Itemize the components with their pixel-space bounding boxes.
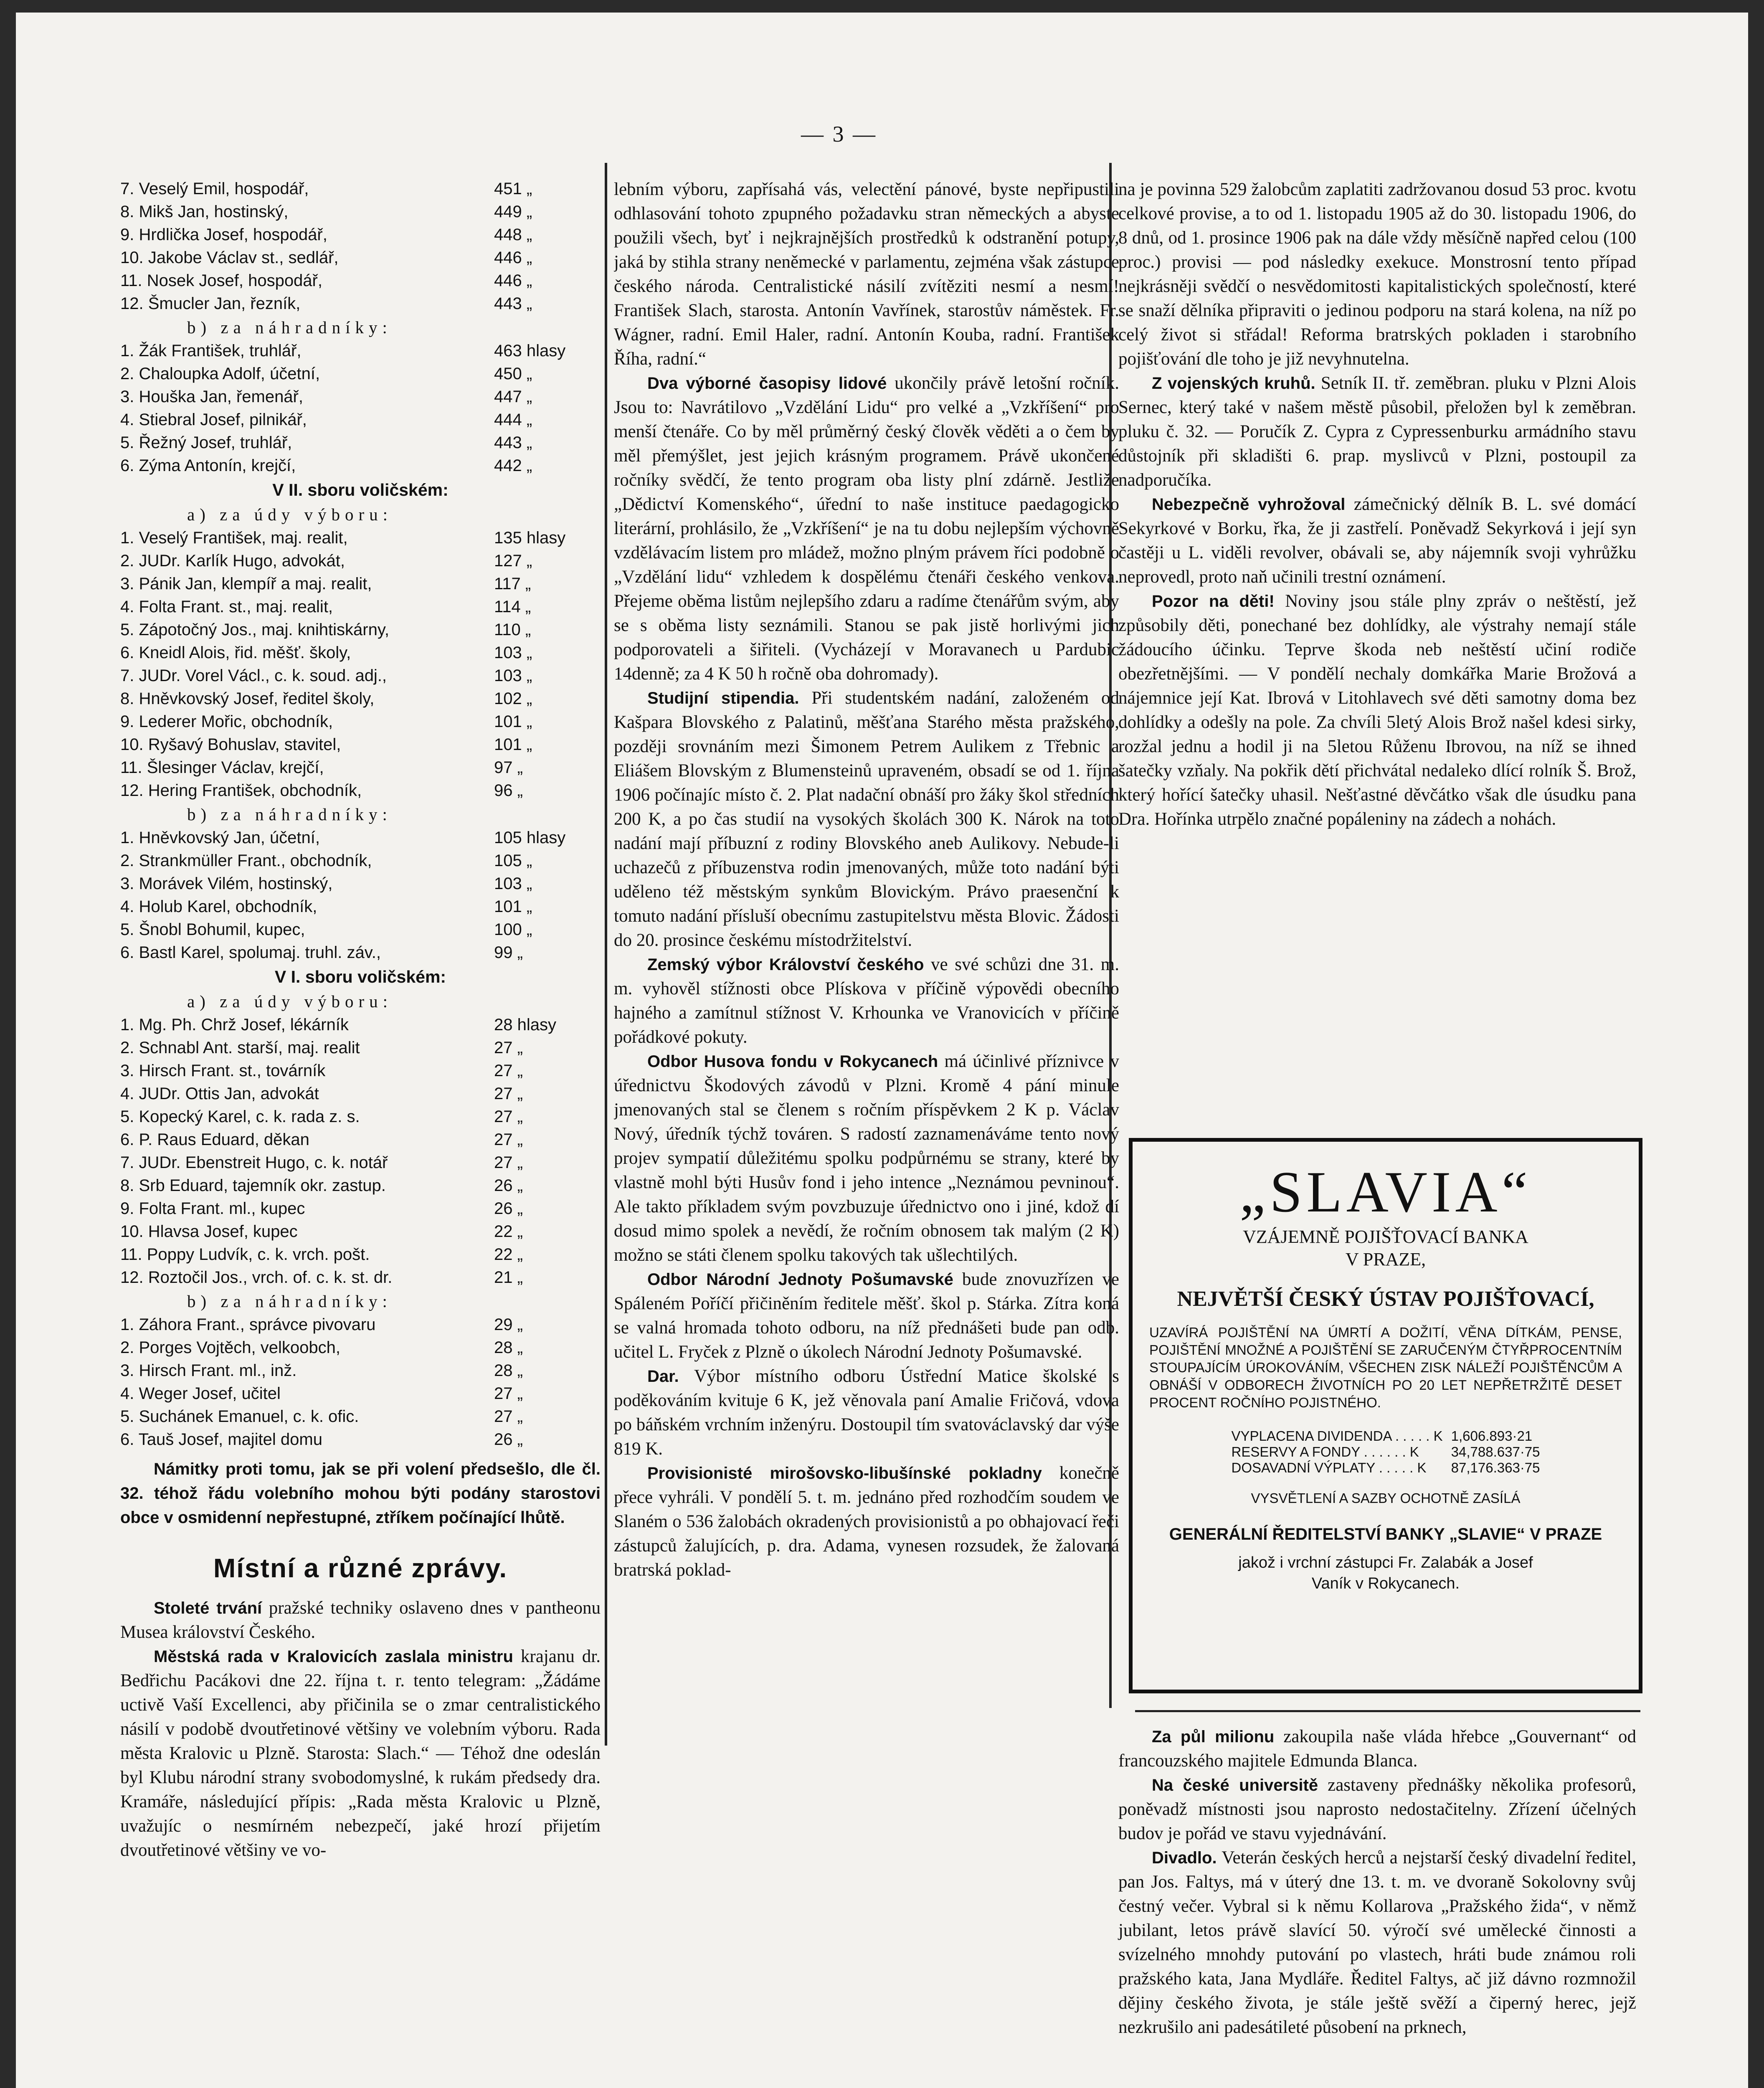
candidate-votes: 103 „ xyxy=(494,874,532,893)
list-item xyxy=(120,872,601,895)
list-item xyxy=(120,1105,601,1128)
candidate-votes: 27 „ xyxy=(494,1384,523,1403)
candidate-name: 8. Srb Eduard, tajemník okr. zastup. xyxy=(120,1176,386,1195)
list-item xyxy=(120,664,601,687)
candidate-name: 7. JUDr. Vorel Václ., c. k. soud. adj., xyxy=(120,666,387,685)
list-item xyxy=(120,1405,601,1428)
election-list-top xyxy=(120,177,601,315)
ad-figure-label: RESERVY A FONDY . . . . . . K xyxy=(1231,1444,1419,1460)
ad-line: VZÁJEMNĚ POJIŠŤOVACÍ BANKA xyxy=(1243,1226,1528,1247)
paragraph: Pozor na děti! Noviny jsou stále plny zpráv o neštěstí, jež způsobily děti, ponechané bez dohlídky, ale výstrahy nemají stále žádoucího účinku. Teprve škoda neb neštěstí učiní rodiče obezřetnějšími. — V pondělí nechaly domkářka Marie Brožová a nájemnice její Kat. Ibrová v Litohlavech své děti samotny doma bez dohlídky a odešly na pole. Za chvíli 5letý Alois Brož našel kdesi sirky, rozžal jednu a hodil ji na 5letou Růženu Ibrovou, na níž se ihned šatečky vzňaly. Na pokřik dětí přichvátal nedaleko dlící rolník Š. Brož, který hořící šatečky uhasil. Nešťastné děvčátko však dle úsudku pana Dra. Hořínka utrpělo značné popáleniny na zádech a nohách. xyxy=(1118,591,1636,829)
candidate-name: 7. Veselý Emil, hospodář, xyxy=(120,180,309,198)
ad-body: UZAVÍRÁ POJIŠTĚNÍ NA ÚMRTÍ A DOŽITÍ, VĚNA DÍTKÁM, PENSE, POJIŠTĚNÍ MNOŽNÉ A POJIŠTĚNÍ SE ZARUČENÝM ČTYŘPROCENTNÍM STOUPAJÍCÍM ÚROKOVÁNÍM, VŠECHEN ZISK NÁLEŽÍ POJIŠTĚNCŮM A OBNÁŠÍ V ODBORECH ŽIVOTNÍCH PO 20 LET NEPŘETRŽITĚ DESET PROCENT ROČNÍHO POJISTNÉHO. xyxy=(1149,1325,1622,1410)
election-list-substitutes-3 xyxy=(120,340,601,477)
list-item xyxy=(120,223,601,246)
candidate-votes: 447 „ xyxy=(494,388,532,406)
list-item xyxy=(120,849,601,872)
ad-figure-value: 1,606.893·21 xyxy=(1451,1428,1533,1444)
election-list-1b xyxy=(120,1313,601,1451)
candidate-votes: 105 „ xyxy=(494,851,532,870)
candidate-votes: 96 „ xyxy=(494,781,523,800)
candidate-name: 5. Suchánek Emanuel, c. k. ofic. xyxy=(120,1407,359,1426)
subheading: a) za údy výboru: xyxy=(187,992,393,1011)
candidate-votes: 101 „ xyxy=(494,712,532,731)
candidate-votes: 103 „ xyxy=(494,666,532,685)
candidate-name: 1. Žák František, truhlář, xyxy=(120,342,302,360)
list-item xyxy=(120,941,601,964)
candidate-name: 4. Folta Frant. st., maj. realit, xyxy=(120,598,333,616)
list-item xyxy=(120,895,601,918)
list-item xyxy=(120,1197,601,1220)
paragraph: Zemský výbor Království českého ve své schůzi dne 31. m. m. vyhověl stížnosti obce Plískova v příčině výpovědi obecního hajného a zamítnul stížnost V. Krhounka ve Vranovicích v příčině pořádkové pokuty. xyxy=(614,955,1119,1047)
candidate-votes: 114 „ xyxy=(494,598,531,616)
candidate-votes: 21 „ xyxy=(494,1268,523,1287)
candidate-votes: 443 „ xyxy=(494,433,532,452)
list-item xyxy=(120,408,601,431)
subheading: b) za náhradníky: xyxy=(187,318,392,337)
candidate-votes: 26 „ xyxy=(494,1430,523,1449)
section-heading: V II. sboru voličském: xyxy=(272,480,449,499)
candidate-votes: 110 „ xyxy=(494,621,531,639)
paragraph: Dva výborné časopisy lidové ukončily právě letošní ročník. Jsou to: Navrátilovo „Vzdělání Lidu“ pro velké a „Vzkříšení“ pro menší čtenáře. Co by měl průměrný český člověk věděti a o čem by měl přemýšlet, jest jejich krásným programem. Právě ukončené ročníky svědčí, že tento program oba listy plní zdárně. Jestliže „Dědictví Komenského“, úřední to naše instituce paedagogicko literární, prohlásilo, že „Vzkříšení“ je na tu dobu nejlepším výchovně vzdělávacím listem pro mládež, možno plným právem říci podobně o „Vzdělání lidu“ vzhledem k dospělému čtenáři českého venkova. Přejeme oběma listům nejlepšího zdaru a radíme čtenářům svým, aby se s oběma listy seznámili. Stanou se pak jistě horlivými jich podporovateli a šiřiteli. (Vycházejí v Moravanech u Pardubic 14denně; za 4 K 50 h ročně oba dohromady). xyxy=(614,373,1119,684)
candidate-votes: 27 „ xyxy=(494,1062,523,1080)
candidate-name: 6. Bastl Karel, spolumaj. truhl. záv., xyxy=(120,943,381,962)
candidate-votes: 463 hlasy xyxy=(494,342,566,360)
candidate-name: 2. Porges Vojtěch, velkoobch, xyxy=(120,1338,340,1357)
candidate-votes: 451 „ xyxy=(494,180,532,198)
candidate-name: 1. Veselý František, maj. realit, xyxy=(120,529,348,547)
ad-line: V PRAZE, xyxy=(1345,1249,1426,1270)
candidate-name: 8. Mikš Jan, hostinský, xyxy=(120,203,289,221)
list-item xyxy=(120,200,601,223)
list-item xyxy=(120,177,601,200)
list-item xyxy=(120,595,601,618)
candidate-votes: 444 „ xyxy=(494,411,532,429)
candidate-name: 6. P. Raus Eduard, děkan xyxy=(120,1130,309,1149)
candidate-votes: 22 „ xyxy=(494,1222,523,1241)
subheading: a) za údy výboru: xyxy=(187,505,393,524)
candidate-votes: 127 „ xyxy=(494,552,532,570)
candidate-name: 2. Schnabl Ant. starší, maj. realit xyxy=(120,1039,360,1057)
list-item xyxy=(120,826,601,849)
list-item xyxy=(120,1220,601,1243)
list-item xyxy=(120,1174,601,1197)
ad-figure-value: 34,788.637·75 xyxy=(1451,1444,1540,1460)
page-number: — 3 — xyxy=(801,122,877,147)
candidate-name: 10. Ryšavý Bohuslav, stavitel, xyxy=(120,735,341,754)
candidate-name: 3. Hirsch Frant. st., továrník xyxy=(120,1062,326,1080)
candidate-votes: 97 „ xyxy=(494,758,523,777)
paragraph: Nebezpečně vyhrožoval zámečnický dělník B. L. své domácí Sekyrkové v Borku, řka, že ji zastřelí. Poněvadž Sekyrková i její syn častěji u L. viděli revolver, obávali se, aby nájemník svoji vyhrůžku neprovedl, proto naň učinili trestní oznámení. xyxy=(1118,494,1636,587)
section-title: Místní a různé zprávy. xyxy=(213,1553,508,1583)
subheading: b) za náhradníky: xyxy=(187,1292,392,1311)
subheading: b) za náhradníky: xyxy=(187,805,392,824)
candidate-votes: 450 „ xyxy=(494,365,532,383)
list-item xyxy=(120,454,601,477)
paragraph: Na české universitě zastaveny přednášky několika profesorů, poněvadž místnosti jsou naprosto nedostačitelny. Zřízení účelných budov je pořád ve stavu vyjednávání. xyxy=(1118,1775,1636,1843)
candidate-votes: 27 „ xyxy=(494,1130,523,1149)
list-item xyxy=(120,1382,601,1405)
paragraph: Městská rada v Kralovicích zaslala ministru krajanu dr. Bedřichu Pacákovi dne 22. října t. r. tento telegram: „Žádáme uctivě Vaší Excellenci, aby přičinila se o zmar centralistického násilí v podobě dvoutřetinové většiny ve volebním výboru. Rada města Kralovic u Plzně. Starosta: Slach.“ — Téhož dne odeslán byl Klubu národní strany svobodomyslné, k rukám předsedy dra. Kramáře, následující přípis: „Rada města Kralovic u Plzně, uvažujíc o nesmírném nebezpečí, jaké hrozí přijetím dvoutřetinové většiny ve vo- xyxy=(120,1647,601,1860)
candidate-votes: 442 „ xyxy=(494,456,532,475)
paragraph: lebním výboru, zapřísahá vás, velectění pánové, byste nepřipustili odhlasování tohoto zpupného požadavku stran německých a abyste použili všech, byť i nejkrajnějších prostředků k odstranění potupy, jaká by stihla strany neněmecké v parlamentu, zejména však zástupce českého národa. Centralistické násilí zvítěziti nesmí a nesmí! František Slach, starosta. Antonín Vavřínek, starostův náměstek. Fr. Wágner, radní. Emil Haler, radní. Antonín Kouba, radní. František Říha, radní.“ xyxy=(614,180,1119,369)
list-item xyxy=(120,1243,601,1266)
list-item xyxy=(120,1266,601,1289)
candidate-name: 4. Stiebral Josef, pilnikář, xyxy=(120,411,307,429)
candidate-votes: 29 „ xyxy=(494,1315,523,1334)
ad-figure-value: 87,176.363·75 xyxy=(1451,1460,1540,1475)
election-list-2b xyxy=(120,826,601,964)
list-item xyxy=(120,779,601,802)
candidate-name: 2. JUDr. Karlík Hugo, advokát, xyxy=(120,552,345,570)
candidate-name: 10. Jakobe Václav st., sedlář, xyxy=(120,248,339,267)
candidate-name: 3. Pánik Jan, klempíř a maj. realit, xyxy=(120,575,372,593)
list-item xyxy=(120,733,601,756)
candidate-name: 5. Kopecký Karel, c. k. rada z. s. xyxy=(120,1107,360,1126)
candidate-votes: 22 „ xyxy=(494,1245,523,1264)
list-item xyxy=(120,527,601,550)
candidate-votes: 28 „ xyxy=(494,1338,523,1357)
paragraph: Divadlo. Veterán českých herců a nejstarší český divadelní ředitel, pan Jos. Faltys, má v úterý dne 13. t. m. ve dvoraně Sokolovny svůj čestný večer. Vybral si k němu Kollarova „Pražského žida“, v němž jubilant, letos právě slavící 50. výročí své umělecké činnosti a svízelného mnohdy putování po vlastech, hráti bude známou roli pražského kata, Jana Mydláře. Ředitel Faltys, ač již dávno rozmnožil dějiny českého života, je stále ještě svěží a čiperný herec, jejž nezkrušilo ani padesátileté působení na prknech, xyxy=(1118,1848,1636,2037)
candidate-name: 12. Hering František, obchodník, xyxy=(120,781,362,800)
list-item xyxy=(120,1151,601,1174)
list-item xyxy=(120,1082,601,1105)
candidate-name: 6. Kneidl Alois, řid. měšť. školy, xyxy=(120,644,351,662)
candidate-name: 9. Folta Frant. ml., kupec xyxy=(120,1199,305,1218)
list-item xyxy=(120,246,601,269)
list-item xyxy=(120,1128,601,1151)
candidate-votes: 448 „ xyxy=(494,226,532,244)
candidate-votes: 27 „ xyxy=(494,1153,523,1172)
candidate-name: 5. Zápotočný Jos., maj. knihtiskárny, xyxy=(120,621,389,639)
column-3-bottom xyxy=(1118,1725,1636,2040)
candidate-votes: 26 „ xyxy=(494,1199,523,1218)
candidate-name: 6. Zýma Antonín, krejčí, xyxy=(120,456,296,475)
ad-line: jakož i vrchní zástupci Fr. Zalabák a Josef xyxy=(1238,1554,1533,1571)
candidate-votes: 103 „ xyxy=(494,644,532,662)
ad-company: GENERÁLNÍ ŘEDITELSTVÍ BANKY „SLAVIE“ V PRAZE xyxy=(1169,1525,1602,1543)
candidate-votes: 117 „ xyxy=(494,575,531,593)
paragraph: Odbor Národní Jednoty Pošumavské bude znovuzřízen ve Spáleném Poříčí přičiněním ředitele měšť. škol p. Stárka. Zítra koná se valná hromada tohoto odboru, na níž přednášeti bude pan odb. učitel L. Fryček z Plzně o úkolech Národní Jednoty Pošumavské. xyxy=(614,1270,1119,1362)
candidate-votes: 27 „ xyxy=(494,1107,523,1126)
candidate-name: 1. Mg. Ph. Chrž Josef, lékárník xyxy=(120,1016,349,1034)
candidate-name: 10. Hlavsa Josef, kupec xyxy=(120,1222,298,1241)
list-item xyxy=(120,1313,601,1336)
candidate-votes: 26 „ xyxy=(494,1176,523,1195)
candidate-name: 5. Řežný Josef, truhlář, xyxy=(120,433,292,452)
candidate-votes: 100 „ xyxy=(494,920,532,939)
paragraph: Z vojenských kruhů. Setník II. tř. zeměbran. pluku v Plzni Alois Sernec, který také v našem městě působil, přeložen byl k zeměbran. pluku č. 32. — Poručík Z. Cypra z Cypressenburku armádního stavu důstojník při skladišti 6. prap. myslivců v Plzni, postoupil za nadporučíka. xyxy=(1118,373,1636,490)
section-heading: V I. sboru voličském: xyxy=(274,967,446,986)
ad-figures xyxy=(1227,1428,1544,1476)
ad-figure-label: VYPLACENA DIVIDENDA . . . . . K xyxy=(1231,1428,1443,1444)
candidate-name: 2. Strankmüller Frant., obchodník, xyxy=(120,851,372,870)
list-item xyxy=(120,269,601,292)
candidate-name: 4. Weger Josef, učitel xyxy=(120,1384,281,1403)
list-item xyxy=(120,292,601,315)
list-item xyxy=(120,756,601,779)
candidate-votes: 27 „ xyxy=(494,1039,523,1057)
candidate-name: 4. Holub Karel, obchodník, xyxy=(120,897,317,916)
paragraph: Za půl milionu zakoupila naše vláda hřebce „Gouvernant“ od francouzského majitele Edmunda Blanca. xyxy=(1118,1727,1636,1771)
list-item xyxy=(120,550,601,573)
candidate-name: 2. Chaloupka Adolf, účetní, xyxy=(120,365,320,383)
list-item xyxy=(120,340,601,362)
list-item xyxy=(120,1014,601,1036)
candidate-votes: 101 „ xyxy=(494,735,532,754)
ad-line: Vaník v Rokycanech. xyxy=(1311,1575,1460,1592)
candidate-name: 6. Tauš Josef, majitel domu xyxy=(120,1430,322,1449)
candidate-name: 3. Houška Jan, řemenář, xyxy=(120,388,303,406)
candidate-votes: 99 „ xyxy=(494,943,523,962)
paragraph: Stoleté trvání pražské techniky oslaveno dnes v pantheonu Musea království Českého. xyxy=(120,1598,601,1642)
slavia-advertisement xyxy=(1129,1138,1642,1693)
list-item xyxy=(120,618,601,641)
paragraph: Dar. Výbor místního odboru Ústřední Matice školské s poděkováním kvituje 6 K, jež věnovala paní Amalie Fričová, vdova po báňském vrchním inženýru. Dostoupil tím svatováclavský dar výše 819 K. xyxy=(614,1366,1119,1459)
ad-figure-label: DOSAVADNÍ VÝPLATY . . . . . K xyxy=(1231,1460,1427,1475)
column-3 xyxy=(1118,177,1636,831)
candidate-votes: 102 „ xyxy=(494,689,532,708)
candidate-votes: 28 „ xyxy=(494,1361,523,1380)
candidate-name: 3. Hirsch Frant. ml., inž. xyxy=(120,1361,297,1380)
paragraph: Studijní stipendia. Při studentském nadání, založeném od Kašpara Blovského z Palatinů, měšťana Starého města pražského, později srovnáním mezi Šimonem Petrem Aulikem z Třebnic a Eliášem Blovským z Blumensteinů upraveném, obsadí se od 1. října 1906 počínajíc místo č. 2. Plat nadační obnáší pro žáky škol středních 200 K, a po čas studií na vysokých školách 300 K. Nárok na toto nadání mají příbuzní z rodiny Blovského aneb Aulikovy. Nebude-li uchazečů z příbuzenstva rodin jmenovaných, může toto nadání býti uděleno též městským synkům Blovickým. Právo praesenční k tomuto nadání přísluší obecnímu zastupitelstvu města Blovic. Žádosti do 20. prosince českému místodržitelství. xyxy=(614,688,1119,950)
list-item xyxy=(120,1036,601,1059)
candidate-name: 9. Lederer Mořic, obchodník, xyxy=(120,712,333,731)
list-item xyxy=(120,1428,601,1451)
election-list-2a xyxy=(120,527,601,802)
list-item xyxy=(120,641,601,664)
ad-line: VYSVĚTLENÍ A SAZBY OCHOTNĚ ZASÍLÁ xyxy=(1251,1490,1521,1506)
list-item xyxy=(120,918,601,941)
paragraph: Odbor Husova fondu v Rokycanech má účinlivé příznivce v úřednictvu Škodových závodů v Plzni. Kromě 4 pání minule jmenovaných stal se členem s ročním příspěvkem 2 K p. Václav Nový, úředník týchž továren. S radostí zaznamenáváme tento nový projev sympatií důležitému spolku podpůrnému se strany, které by vlastně mohl býti Husův fond i jeho intence „Neznámou pevninou“. Ale takto příkladem svým povzbuzuje úřednictvo ono i jiné, kdož dí dosud mimo spolek a nevědí, že ročním obnosem tak malým (2 K) možno se státi členem spolku takových tak ušlechtilých. xyxy=(614,1052,1119,1265)
candidate-name: 7. JUDr. Ebenstreit Hugo, c. k. notář xyxy=(120,1153,388,1172)
candidate-name: 11. Šlesinger Václav, krejčí, xyxy=(120,758,324,777)
ad-figure-row xyxy=(1227,1428,1544,1444)
column-1 xyxy=(120,177,601,1862)
candidate-name: 3. Morávek Vilém, hostinský, xyxy=(120,874,333,893)
candidate-name: 12. Šmucler Jan, řezník, xyxy=(120,294,301,313)
ad-logo: „SLAVIA“ xyxy=(1239,1160,1532,1224)
candidate-name: 11. Poppy Ludvík, c. k. vrch. pošt. xyxy=(120,1245,370,1264)
paragraph: na je povinna 529 žalobcům zaplatiti zadržovanou dosud 53 proc. kvotu celkové provise, a to od 1. listopadu 1905 až do 30. listopadu 1906, do 8 dnů, od 1. prosince 1906 pak na dále vždy měsíčně napřed celou (100 proc.) provisi — pod následky exekuce. Monstrosní tento případ nejkrásněji svědčí o nesvědomitosti kapitalistických společností, které se snaží dělníka připraviti o jedinou podporu na stará kolena, na níž po celý život si střádal! Reforma bratrských pokladen i starobního pojišťování dle toho je již nevyhnutelna. xyxy=(1118,180,1636,369)
list-item xyxy=(120,710,601,733)
list-item xyxy=(120,431,601,454)
candidate-votes: 101 „ xyxy=(494,897,532,916)
candidate-name: 1. Hněvkovský Jan, účetní, xyxy=(120,829,320,847)
candidate-name: 12. Roztočil Jos., vrch. of. c. k. st. dr. xyxy=(120,1268,393,1287)
list-item xyxy=(120,362,601,385)
candidate-name: 5. Šnobl Bohumil, kupec, xyxy=(120,920,305,939)
candidate-name: 1. Záhora Frant., správce pivovaru xyxy=(120,1315,376,1334)
candidate-name: 11. Nosek Josef, hospodář, xyxy=(120,271,322,290)
candidate-name: 8. Hněvkovský Josef, ředitel školy, xyxy=(120,689,375,708)
candidate-votes: 449 „ xyxy=(494,203,532,221)
paragraph-namitky: Námitky proti tomu, jak se při volení předsešlo, dle čl. 32. téhož řádu volebního mohou býti podány starostovi obce v osmidenní nepřestupné, ztříkem počínající lhůtě. xyxy=(120,1460,601,1527)
list-item xyxy=(120,1336,601,1359)
list-item xyxy=(120,573,601,595)
candidate-votes: 27 „ xyxy=(494,1407,523,1426)
candidate-votes: 28 hlasy xyxy=(494,1016,556,1034)
candidate-name: 9. Hrdlička Josef, hospodář, xyxy=(120,226,327,244)
list-item xyxy=(120,687,601,710)
paragraph: Provisionisté mirošovsko-libušínské pokladny konečně přece vyhráli. V pondělí 5. t. m. jednáno před rozhodčím soudem ve Slaném o 536 žalobách okradených provisionistů a po obhajovací řeči zástupců žalujících, p. dra. Adama, vynesen rozsudek, že žalovaná bratrská poklad- xyxy=(614,1463,1119,1580)
ad-headline: NEJVĚTŠÍ ČESKÝ ÚSTAV POJIŠŤOVACÍ, xyxy=(1177,1287,1594,1311)
candidate-votes: 443 „ xyxy=(494,294,532,313)
election-list-1a xyxy=(120,1014,601,1289)
column-2 xyxy=(614,177,1119,1582)
candidate-votes: 446 „ xyxy=(494,248,532,267)
list-item xyxy=(120,385,601,408)
list-item xyxy=(120,1359,601,1382)
ad-figure-row xyxy=(1227,1444,1544,1460)
candidate-name: 4. JUDr. Ottis Jan, advokát xyxy=(120,1085,319,1103)
candidate-votes: 446 „ xyxy=(494,271,532,290)
list-item xyxy=(120,1059,601,1082)
candidate-votes: 105 hlasy xyxy=(494,829,566,847)
candidate-votes: 135 hlasy xyxy=(494,529,566,547)
column-rule-1 xyxy=(605,163,607,1746)
divider xyxy=(1135,1710,1640,1712)
ad-figure-row xyxy=(1227,1460,1544,1476)
candidate-votes: 27 „ xyxy=(494,1085,523,1103)
newspaper-page xyxy=(16,13,1748,2088)
